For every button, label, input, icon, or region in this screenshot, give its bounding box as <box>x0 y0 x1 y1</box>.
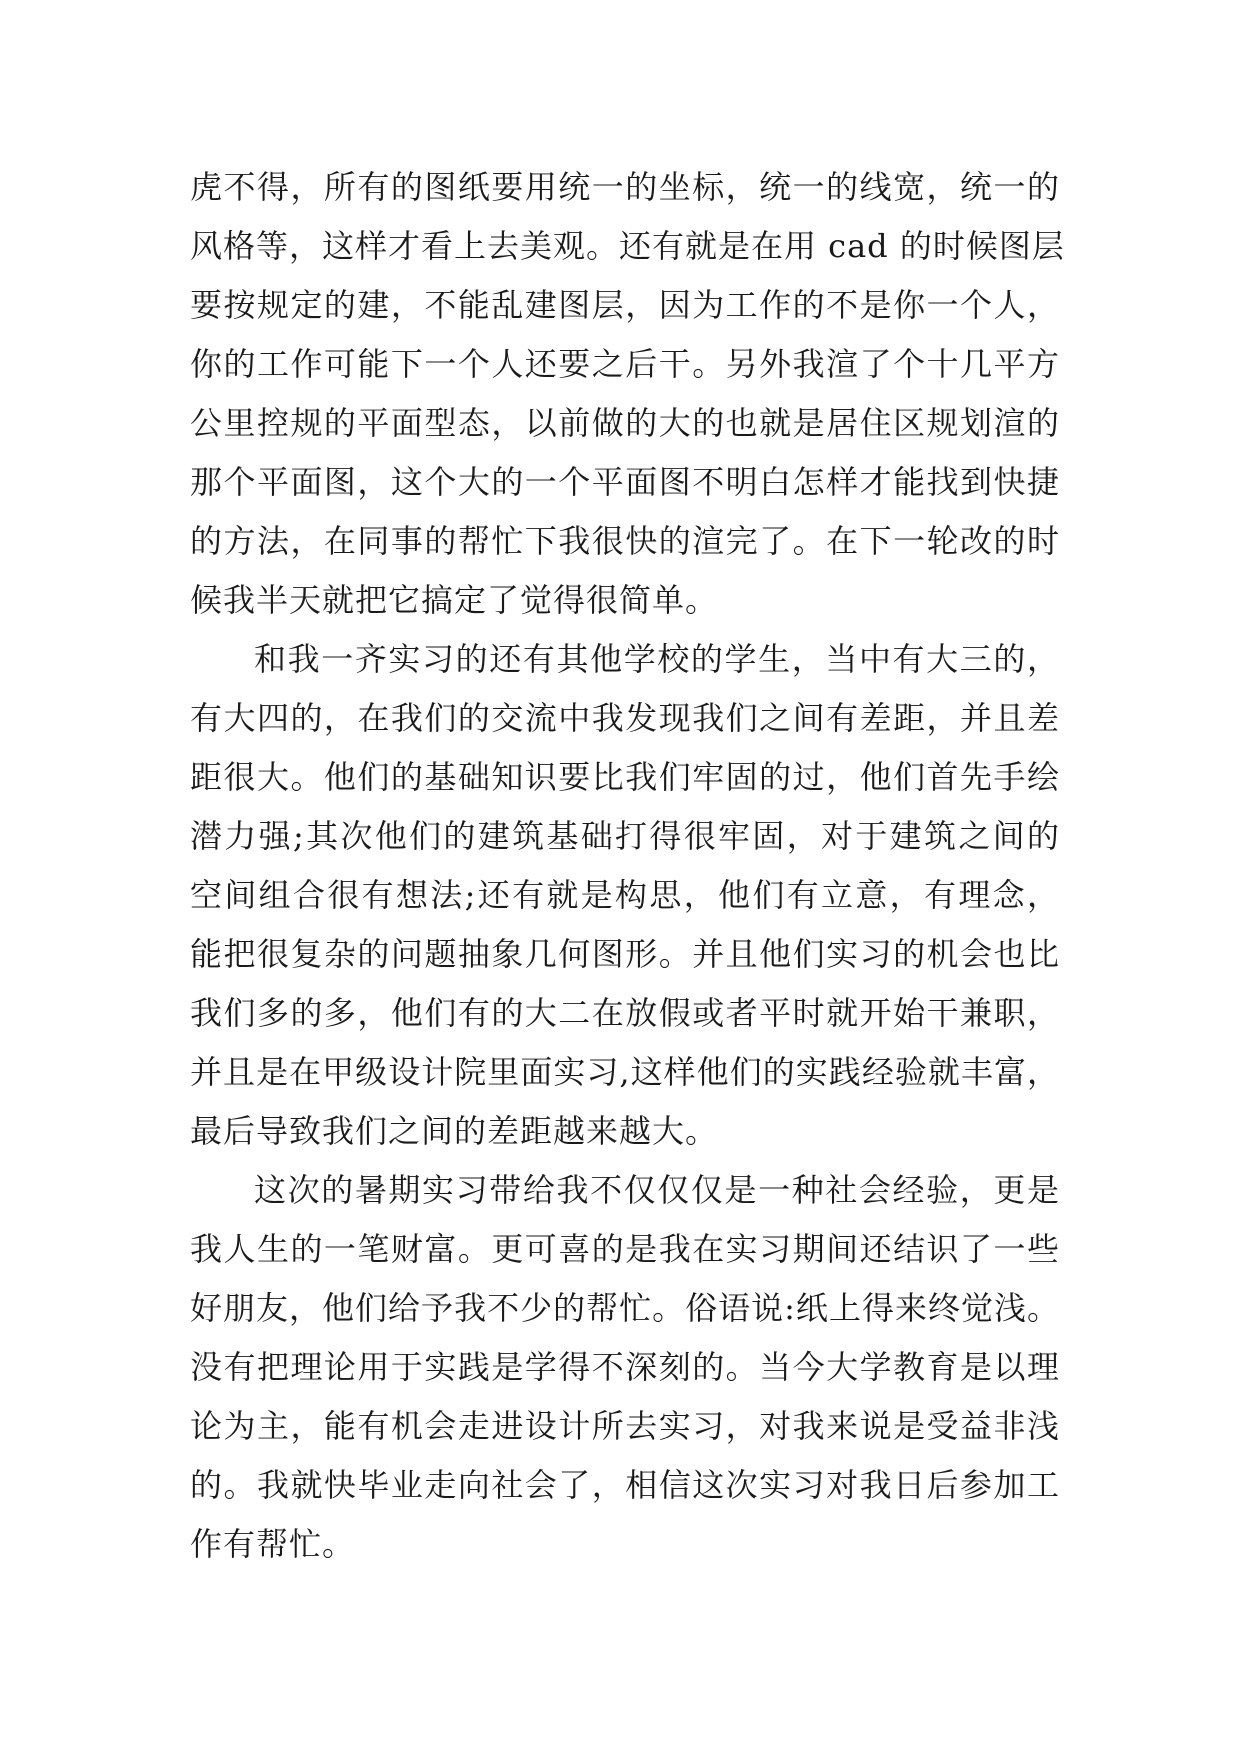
text-line: 作有帮忙。 <box>190 1525 356 1563</box>
text-line: 距很大。他们的基础知识要比我们牢固的过，他们首先手绘 <box>190 758 1060 796</box>
text-line: 候我半天就把它搞定了觉得很简单。 <box>190 581 719 619</box>
text-line: 要按规定的建，不能乱建图层，因为工作的不是你一个人， <box>190 286 1060 324</box>
text-line: 空间组合很有想法;还有就是构思，他们有立意，有理念， <box>190 876 1060 914</box>
text-line: 我人生的一笔财富。更可喜的是我在实习期间还结识了一些 <box>190 1230 1060 1268</box>
text-line: 有大四的，在我们的交流中我发现我们之间有差距，并且差 <box>190 699 1060 737</box>
text-line: 并且是在甲级设计院里面实习,这样他们的实践经验就丰富， <box>190 1053 1060 1091</box>
paragraph-3 <box>190 1161 1060 1574</box>
paragraph-2 <box>190 630 1060 1161</box>
document-body <box>190 158 1065 1574</box>
text-line: 好朋友，他们给予我不少的帮忙。俗语说:纸上得来终觉浅。 <box>190 1289 1060 1327</box>
text-line: 你的工作可能下一个人还要之后干。另外我渲了个十几平方 <box>190 345 1060 383</box>
text-line: 我们多的多，他们有的大二在放假或者平时就开始干兼职， <box>190 994 1060 1032</box>
text-line: 的。我就快毕业走向社会了，相信这次实习对我日后参加工 <box>190 1466 1060 1504</box>
paragraph-1 <box>190 158 1065 630</box>
text-line: 潜力强;其次他们的建筑基础打得很牢固，对于建筑之间的 <box>190 817 1060 855</box>
text-line: 这次的暑期实习带给我不仅仅仅是一种社会经验，更是 <box>254 1171 1060 1209</box>
text-line: 风格等，这样才看上去美观。还有就是在用 cad 的时候图层 <box>190 227 1065 265</box>
text-line: 那个平面图，这个大的一个平面图不明白怎样才能找到快捷 <box>190 463 1060 501</box>
text-line: 虎不得，所有的图纸要用统一的坐标，统一的线宽，统一的 <box>190 168 1060 206</box>
text-line: 能把很复杂的问题抽象几何图形。并且他们实习的机会也比 <box>190 935 1060 973</box>
text-line: 的方法，在同事的帮忙下我很快的渲完了。在下一轮改的时 <box>190 522 1060 560</box>
text-line: 论为主，能有机会走进设计所去实习，对我来说是受益非浅 <box>190 1407 1060 1445</box>
text-line: 公里控规的平面型态，以前做的大的也就是居住区规划渲的 <box>190 404 1060 442</box>
text-line: 和我一齐实习的还有其他学校的学生，当中有大三的， <box>254 640 1060 678</box>
text-line: 最后导致我们之间的差距越来越大。 <box>190 1112 719 1150</box>
text-line: 没有把理论用于实践是学得不深刻的。当今大学教育是以理 <box>190 1348 1060 1386</box>
